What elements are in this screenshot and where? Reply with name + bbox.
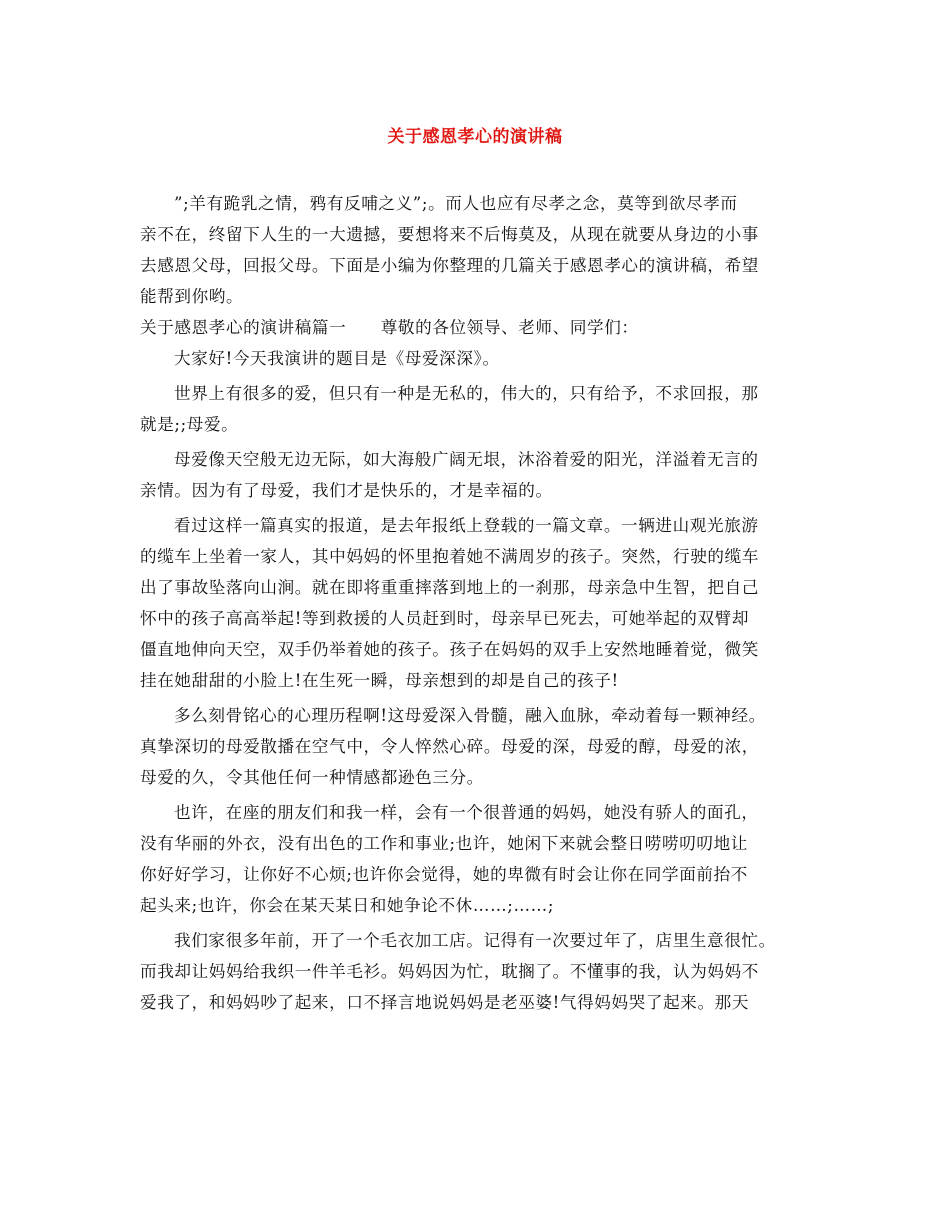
paragraph-line: 的缆车上坐着一家人，其中妈妈的怀里抱着她不满周岁的孩子。突然，行驶的缆车 — [140, 547, 759, 566]
paragraph-line: 亲情。因为有了母爱，我们才是快乐的，才是幸福的。 — [140, 481, 553, 500]
paragraph-line: 世界上有很多的爱，但只有一种是无私的，伟大的，只有给予，不求回报，那 — [174, 384, 759, 403]
paragraph-line: 母爱的久，令其他任何一种情感都逊色三分。 — [140, 768, 484, 787]
paragraph-line: 爱我了，和妈妈吵了起来，口不择言地说妈妈是老巫婆!气得妈妈哭了起来。那天 — [140, 993, 750, 1012]
paragraph-line: 怀中的孩子高高举起!等到救援的人员赶到时，母亲早已死去，可她举起的双臂却 — [140, 609, 750, 628]
paragraph-line: 没有华丽的外衣，没有出色的工作和事业;也许，她闲下来就会整日唠唠叨叨地让 — [140, 834, 748, 853]
document-body — [140, 188, 830, 1018]
paragraph-line: 也许，在座的朋友们和我一样，会有一个很普通的妈妈，她没有骄人的面孔， — [174, 803, 759, 822]
paragraph-line: 我们家很多年前，开了一个毛衣加工店。记得有一次要过年了，店里生意很忙。 — [174, 931, 776, 950]
paragraph-line: 能帮到你哟。 — [140, 287, 244, 306]
paragraph-line: 去感恩父母，回报父母。下面是小编为你整理的几篇关于感恩孝心的演讲稿，希望 — [140, 256, 759, 275]
paragraph-line: 亲不在，终留下人生的一大遗撼，要想将来不后悔莫及，从现在就要从身边的小事 — [140, 225, 759, 244]
paragraph-line: 僵直地伸向天空，双手仍举着她的孩子。孩子在妈妈的双手上安然地睡着觉，微笑 — [140, 640, 759, 659]
paragraph-line: 就是;;母爱。 — [140, 415, 239, 434]
paragraph-line: 大家好!今天我演讲的题目是《母爱深深》。 — [174, 349, 500, 368]
document-title: 关于感恩孝心的演讲稿 — [387, 127, 563, 147]
paragraph-line: 看过这样一篇真实的报道，是去年报纸上登载的一篇文章。一辆进山观光旅游 — [174, 516, 759, 535]
paragraph-line: 挂在她甜甜的小脸上!在生死一瞬，母亲想到的却是自己的孩子! — [140, 671, 619, 690]
section-heading-line: 关于感恩孝心的演讲稿篇一 尊敬的各位领导、老师、同学们： — [140, 318, 639, 337]
paragraph-line: ”;羊有跪乳之情，鸦有反哺之义”;。而人也应有尽孝之念，莫等到欲尽孝而 — [174, 194, 738, 213]
paragraph-line: 而我却让妈妈给我织一件羊毛衫。妈妈因为忙，耽搁了。不懂事的我，认为妈妈不 — [140, 962, 759, 981]
paragraph-line: 起头来;也许，你会在某天某日和她争论不休……;……; — [140, 896, 555, 915]
paragraph-line: 母爱像天空般无边无际，如大海般广阔无垠，沐浴着爱的阳光，洋溢着无言的 — [174, 450, 759, 469]
paragraph-line: 出了事故坠落向山涧。就在即将重重摔落到地上的一刹那，母亲急中生智，把自己 — [140, 578, 759, 597]
paragraph-line: 真挚深切的母爱散播在空气中，令人悴然心碎。母爱的深，母爱的醇，母爱的浓， — [140, 737, 759, 756]
paragraph-line: 你好好学习，让你好不心烦;也许你会觉得，她的卑微有时会让你在同学面前抬不 — [140, 865, 748, 884]
paragraph-line: 多么刻骨铭心的心理历程啊!这母爱深入骨髓，融入血脉，牵动着每一颗神经。 — [174, 706, 766, 725]
